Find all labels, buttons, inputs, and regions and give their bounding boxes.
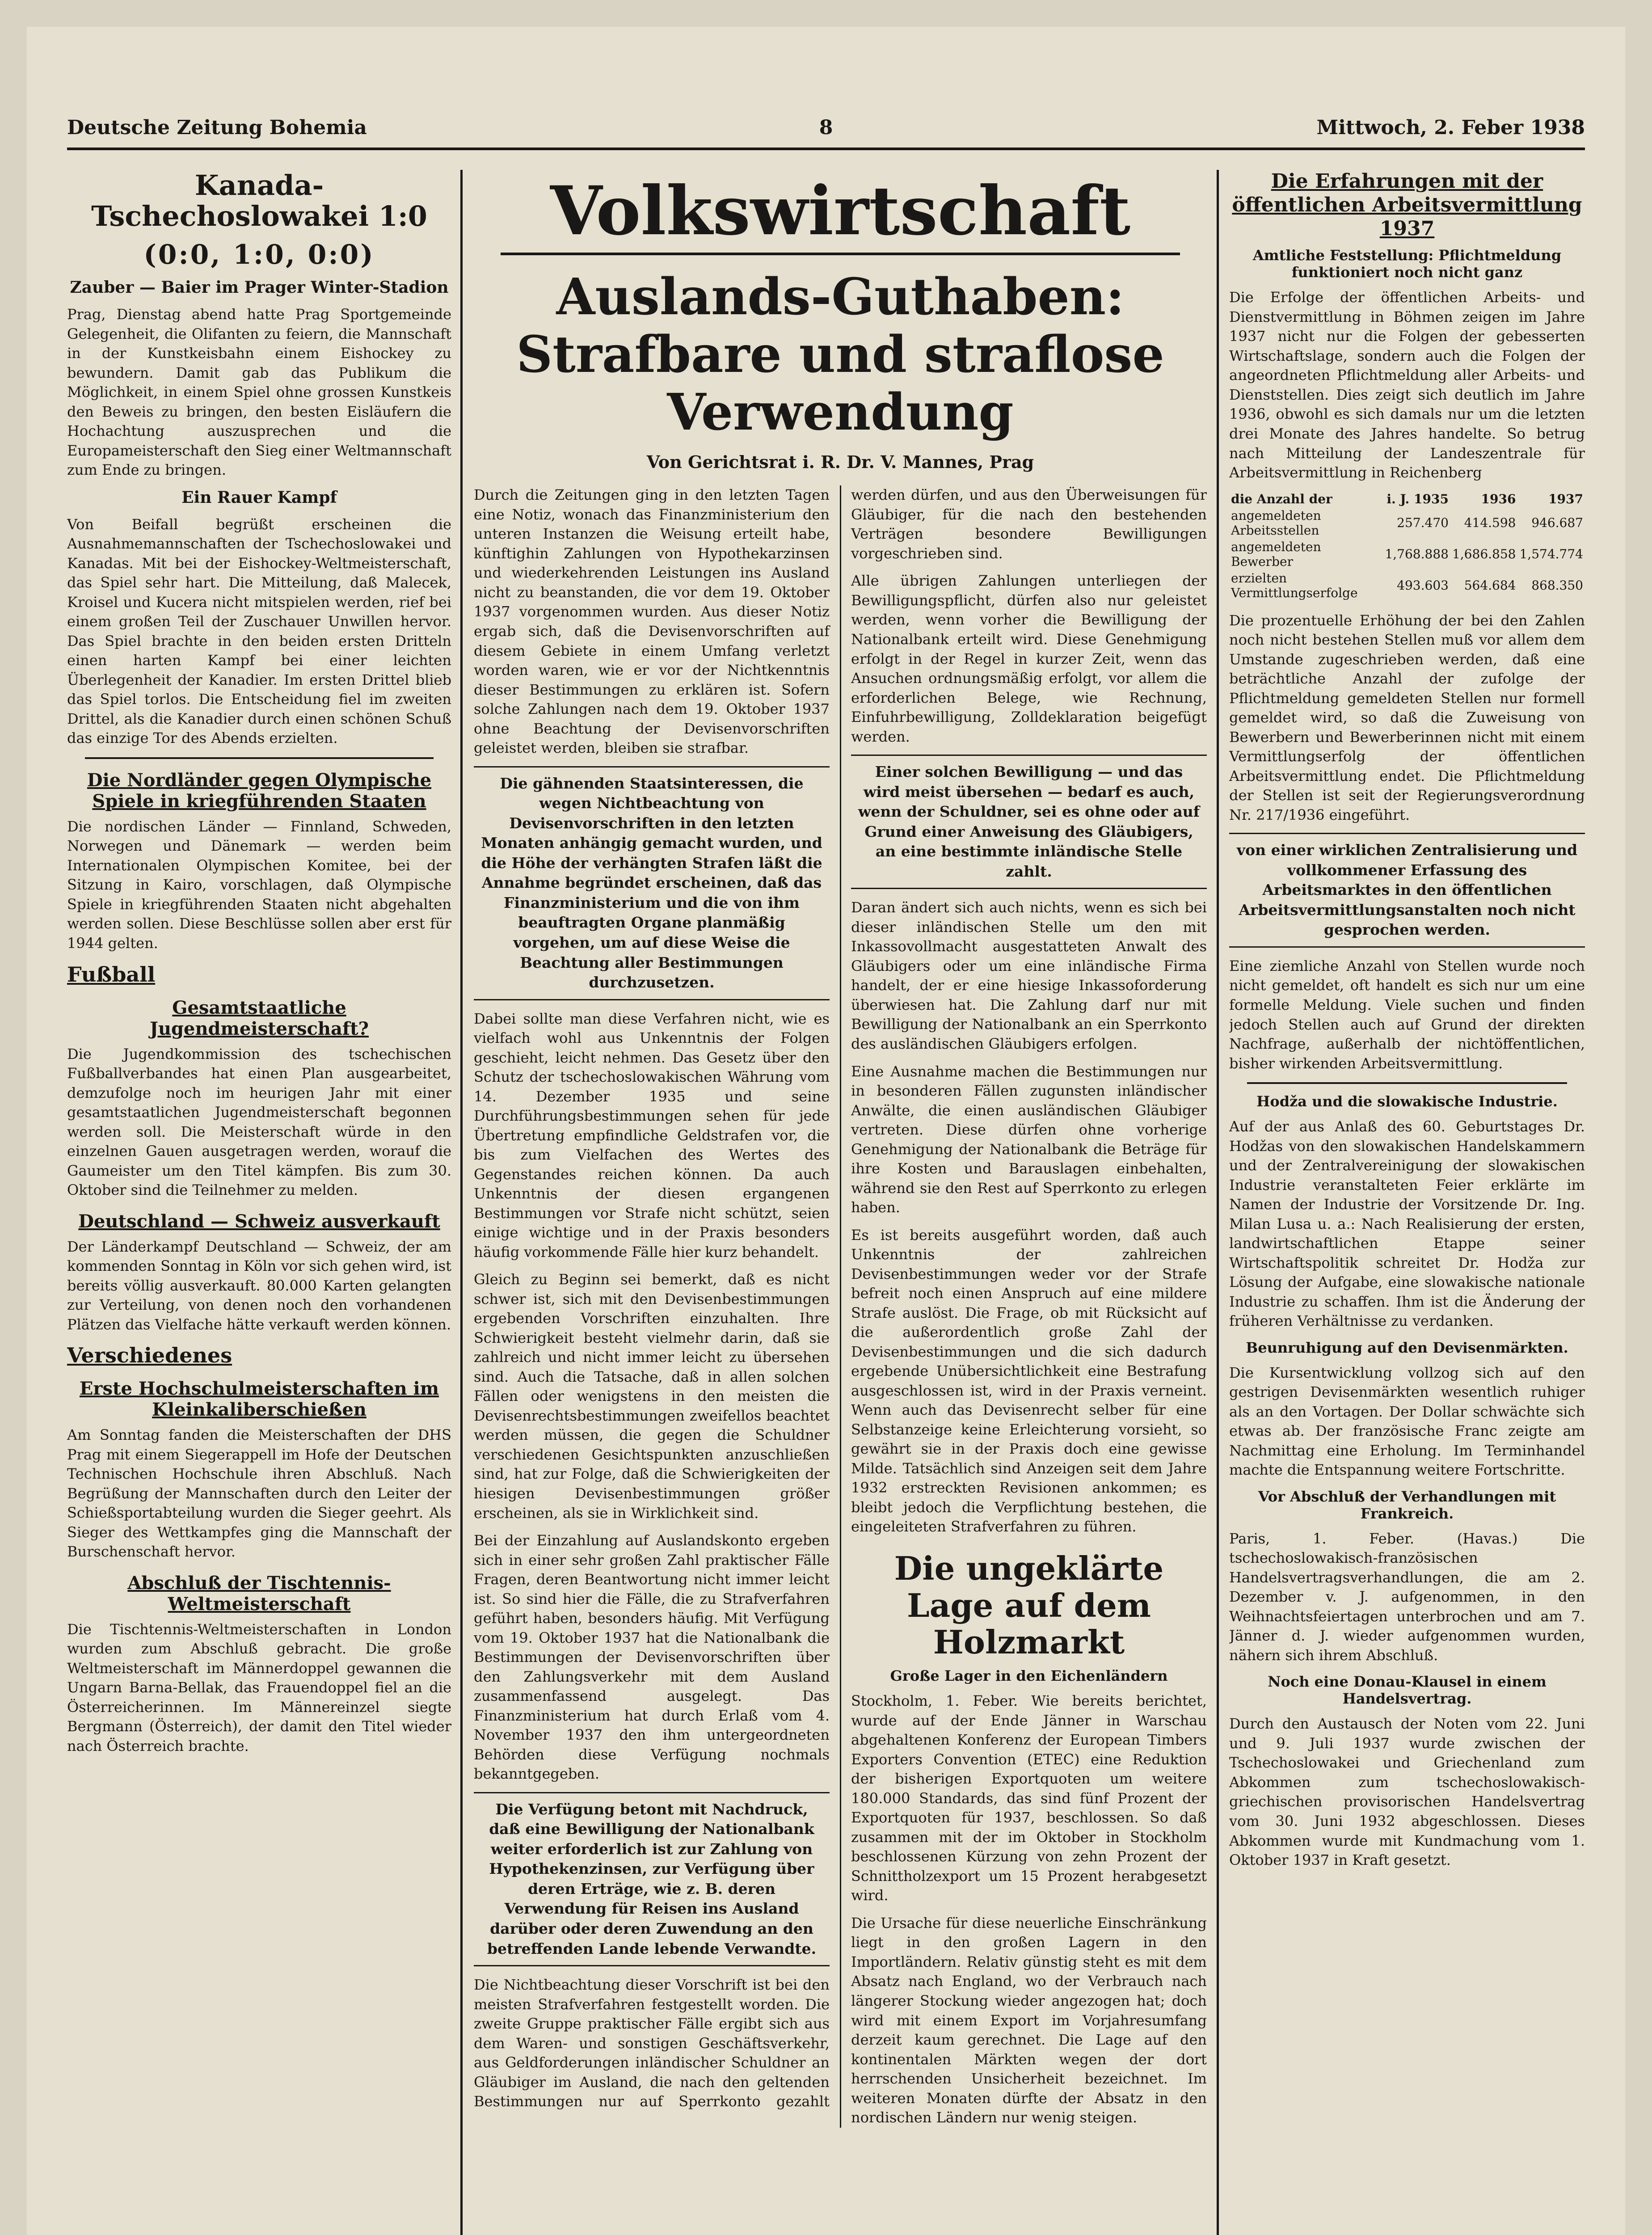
switzerland-body: Der Länderkampf Deutschland — Schweiz, der am kommenden Sonntag in Köln vor sich gehen wird, ist bereits völlig ausverkauft. 80.000 Karten gelangten zur Verteilung, von denen noch den vorhandenen Plätzen das Vielfache hätte verkauft werden können.: [67, 1238, 451, 1333]
table-cell: 564.684: [1464, 578, 1516, 593]
tabletennis-title: Abschluß der Tischtennis-Weltmeisterschaft: [127, 1572, 391, 1615]
main-article-body: [474, 485, 1207, 2127]
devisen-body: Die Kursentwicklung vollzog sich auf den gestrigen Devisenmärkten wesentlich ruhiger als an den Vortagen. Der Dollar schwächte sich etwas ab. Der französische Franc zeigte am Nachmittag eine Erholung. Im Terminhandel machte die Entspannung weitere Fortschritte.: [1229, 1364, 1585, 1479]
highlight-box: Einer solchen Bewilligung — und das wird meist übersehen — bedarf es auch, wenn der Schuldner, sei es ohne oder auf Grund einer Anweisung des Gläubigers, an eine bestimmte inländische Stelle zahlt.: [851, 755, 1207, 889]
table-cell: 1,686.858: [1452, 547, 1516, 562]
labor-stats-table: [1229, 491, 1585, 601]
highlight-box: Die gähnenden Staatsinteressen, die wegen Nichtbeachtung von Devisenvorschriften in den letzten Monaten anhängig gemacht wurden, und die Höhe der verhängten Strafen läßt die Annahme begründet erscheinen, daß das Finanzministerium und die von ihm beauftragten Organe planmäßig vorgehen, um auf diese Weise die Beachtung aller Bestimmungen durchzusetzen.: [474, 766, 830, 1000]
hodza-body: Auf der aus Anlaß des 60. Geburtstages Dr. Hodžas von den slowakischen Handelskammern und der Zentralvereinigung der slowakischen Industrie veranstalteten Feier erklärte im Namen der Industrie der Vorsitzende Dr. Ing. Milan Lusa u. a.: Nach Realisierung der ersten, landwirtschaftlichen Etappe seiner Wirtschaftspolitik schreitet Dr. Hodža zur Lösung der Aufgabe, eine slowakische nationale Industrie zu schaffen. Ihm ist die Änderung der früheren Verhältnisse zu verdanken.: [1229, 1118, 1585, 1330]
article-paragraph: Dabei sollte man diese Verfahren nicht, wie es vielfach wohl aus Unkenntnis der Folgen geschieht, leicht nehmen. Das Gesetz über den Schutz der tschechoslowakischen Währung vom 14. Dezember 1935 und seine Durchführungsbestimmungen sehen für jede Übertretung empfindliche Geldstrafen vor, die bis zum Vielfachen des Wertes des Gegenstandes reichen können. Da auch Unkenntnis der diesen ergangenen Bestimmungen vor Strafe nicht schützt, seien einige wichtige und in der Praxis besonders häufig vorkommende Fälle hier kurz behandelt.: [474, 1010, 830, 1261]
article-paragraph: Eine Ausnahme machen die Bestimmungen nur in besonderen Fällen zugunsten inländischer Anwälte, die einen ausländischen Gläubiger vertreten. Diese dürfen ohne vorherige Genehmigung der Nationalbank die Beträge für ihre Kosten und Barauslagen einbehalten, während sie den Rest auf Sperrkonto zu erlegen haben.: [851, 1063, 1207, 1216]
table-header: die Anzahl der: [1231, 491, 1332, 506]
labor-body-1: Die Erfolge der öffentlichen Arbeits- und Dienstvermittlung in Böhmen zeigen im Jahre 1937 nicht nur die Folgen der gebesserten Wirtschaftslage, sondern auch die Folgen der angeordneten Pflichtmeldung aller Arbeits- und Dienststellen. Dies zeigt sich deutlich im Jahre 1936, obwohl es sich damals nur um die letzten drei Monate des Jahres handelte. So betrug nach Mitteilung der Landeszentrale für Arbeitsvermittlung in Reichenberg: [1229, 289, 1585, 481]
score-line: (0:0, 1:0, 0:0): [143, 239, 375, 270]
danube-title: Noch eine Donau-Klausel in einem Handelsvertrag.: [1268, 1673, 1547, 1708]
article-paragraph: Alle übrigen Zahlungen unterliegen der Bewilligungspflicht, dürfen also nur geleistet werden, wenn vorher die Bewilligung der Nationalbank erteilt wird. Diese Genehmigung erfolgt in der Regel in kurzer Zeit, wenn das Ansuchen ordnungsmäßig erfolgt, vor allem die erforderlichen Belege, wie Rechnung, Einfuhrbewilligung, Zolldeklaration beigefügt werden.: [851, 572, 1207, 745]
table-row: [1229, 570, 1585, 601]
table-cell: 414.598: [1464, 515, 1516, 531]
sport-body-2: Von Beifall begrüßt erscheinen die Ausnahmemannschaften der Tschechoslowakei und Kanadas. Mit bei der Eishockey-Weltmeisterschaft, das Spiel sehr hart. Die Mitteilung, daß Malecek, Kroisel und Kucera nicht mitspielen werden, rief bei einem großen Teil der Zuschauer Unwillen hervor. Das Spiel brachte in den beiden ersten Dritteln einen harten Kampf bei einer leichten Überlegenheit der Kanadier. Im ersten Drittel blieb das Spiel torlos. Die Entscheidung fiel im zweiten Drittel, als die Kanadier durch einen schönen Schuß das einzige Tor des Abends erzielten.: [67, 515, 451, 747]
table-cell: 493.603: [1397, 578, 1449, 593]
labor-subtitle: Amtliche Feststellung: Pflichtmeldung funktioniert noch nicht ganz: [1252, 247, 1562, 281]
devisen-title: Beunruhigung auf den Devisenmärkten.: [1246, 1339, 1568, 1356]
labor-body-3: Eine ziemliche Anzahl von Stellen wurde noch nicht gemeldet, oft handelt es sich nur um eine formelle Meldung. Viele suchen und finden jedoch Stellen auch auf Grund der direkten Nachfrage, außerhalb der nichtöffentlichen, bisher wirkenden Arbeitsvermittlung.: [1229, 957, 1585, 1072]
wood-paragraph: Die Ursache für diese neuerliche Einschränkung liegt in den großen Lagern in den Importländern. Relativ günstig steht es mit dem Absatz nach England, wo der Verbrauch nach längerer Stockung wieder angezogen hat; doch wird mit einem Export im Vorjahresumfang derzeit kaum gerechnet. Die Lage auf den kontinentalen Märkten wegen der dort herrschenden Unsicherheit bezeichnet. Im weiteren Monaten dürfte der Absatz in den nordischen Ländern nur wenig steigen.: [851, 1914, 1207, 2126]
column-rule-left: [460, 170, 463, 2235]
page-number: 8: [819, 116, 833, 139]
olympic-body: Die nordischen Länder — Finnland, Schweden, Norwegen und Dänemark — werden beim Internationalen Olympischen Komitee, bei der Sitzung in Kairo, vorschlagen, daß Olympische Spiele in kriegführenden Staaten nicht abgehalten werden sollen. Diese Beschlüsse sollen aber erst für 1944 gelten.: [67, 818, 451, 952]
table-cell: 257.470: [1397, 515, 1449, 531]
table-row: [1229, 539, 1585, 570]
running-head: [67, 116, 1585, 150]
fussball-subtitle: Gesamtstaatliche Jugendmeisterschaft?: [150, 997, 369, 1039]
sport-body-1: Prag, Dienstag abend hatte Prag Sportgemeinde Gelegenheit, die Olifanten zu feiern, die Mannschaft in der Kunstkeisbahn einem Eishockey zu bewundern. Damit gab das Publikum die Möglichkeit, in einem Spiel ohne grossen Kunstkeis den Beweis zu bringen, den besten Eisläufern die Hochachtung auszusprechen und die Europameisterschaft den Sieg einer Weltmannschaft zum Ende zu bringen.: [67, 306, 451, 479]
france-body: Paris, 1. Feber. (Havas.) Die tschechoslowakisch-französischen Handelsvertragsverhandlungen, die am 2. Dezember v. J. aufgenommen, in den Weihnachtsfeiertagen unterbrochen und am 7. Jänner d. J. wieder aufgenommen wurden, nähern sich ihrem Abschluß.: [1229, 1530, 1585, 1664]
wood-byline: Große Lager in den Eichenländern: [890, 1667, 1168, 1685]
table-row: [1229, 507, 1585, 539]
switzerland-title: Deutschland — Schweiz ausverkauft: [78, 1210, 440, 1232]
article-paragraph: Daran ändert sich auch nichts, wenn es sich bei dieser inländischen Stelle um den mit Inkassovollmacht ausgestatteten Anwalt des Gläubigers oder um eine inländische Firma handelt, der er eine hiesige Inkassoforderung überwiesen hat. Die Zahlung darf nur mit Bewilligung der Nationalbank an ein Sperrkonto des ausländischen Gläubigers erfolgen.: [851, 899, 1207, 1052]
section-masthead: Volkswirtschaft: [550, 172, 1131, 250]
table-header: i. J. 1935: [1386, 491, 1449, 506]
sport-headline: Kanada-Tschechoslowakei 1:0: [91, 170, 427, 233]
olympic-title: Die Nordländer gegen Olympische Spiele in kriegführenden Staaten: [87, 769, 432, 812]
sport-subhead-2: Ein Rauer Kampf: [181, 488, 337, 507]
main-headline: Auslands-Guthaben: Strafbare und straflose Verwendung: [516, 268, 1164, 442]
table-cell: 946.687: [1531, 515, 1583, 531]
table-cell: erzielten Vermittlungserfolge: [1231, 570, 1358, 600]
article-paragraph: Bei der Einzahlung auf Auslandskonto ergeben sich in einer sehr großen Zahl praktischer Fälle Fragen, deren Beantwortung nicht immer leicht ist. So sind hier die Fälle, die zu Strafverfahren geführt haben, besonders häufig. Mit Verfügung vom 19. Oktober 1937 hat die Nationalbank die Bestimmungen der Devisenvorschriften über den Zahlungsverkehr mit dem Ausland zusammenfassend ausgelegt. Das Finanzministerium hat durch Erlaß vom 4. November 1937 den ihm untergeordneten Behörden diese Verfügung nochmals bekanntgegeben.: [474, 1532, 830, 1783]
divider: [1247, 1082, 1567, 1084]
issue-date: Mittwoch, 2. Feber 1938: [1316, 116, 1585, 139]
main-byline: Von Gerichtsrat i. R. Dr. V. Mannes, Prag: [646, 452, 1034, 472]
verschiedenes-subtitle: Erste Hochschulmeisterschaften im Kleinkaliberschießen: [79, 1378, 439, 1421]
table-cell: 1,768.888: [1385, 547, 1449, 562]
article-paragraph: Es ist bereits ausgeführt worden, daß auch Unkenntnis der zahlreichen Devisenbestimmungen weder vor der Strafe befreit noch einen Anspruch auf eine mildere Strafe auslöst. Die Frage, ob mit Rücksicht auf die außerordentlich große Zahl der Devisenbestimmungen und die sich dadurch ergebende Unübersichtlichkeit eine Bestrafung ausgeschlossen ist, wird in der Praxis verneint. Wenn auch das Devisenrecht selber für eine Selbstanzeige keine Erleichterung vorsieht, so gewährt sie in der Praxis doch eine gewisse Milde. Tatsächlich sind Anzeigen seit dem Jahre 1932 erstreckten Revisionen ankommen; es bleibt jedoch die Verpflichtung bestehen, die eingeleiteten Strafverfahren zu führen.: [851, 1226, 1207, 1535]
table-cell: 1,574.774: [1519, 547, 1583, 562]
wood-headline: Die ungeklärte Lage auf dem Holzmarkt: [894, 1549, 1164, 1661]
middle-column: [474, 170, 1207, 2235]
left-column: [67, 170, 451, 2235]
divider: [85, 757, 434, 759]
article-paragraph: Durch die Zeitungen ging in den letzten Tagen eine Notiz, wonach das Finanzministerium den unteren Instanzen die Weisung erteilt habe, künftighin Zahlungen von Hypothekarzinsen und wiederkehrenden Leistungen ins Ausland nicht zu beanstanden, die vor dem 19. Oktober 1937 vorgenommen wurden. Aus dieser Notiz ergab sich, daß die Devisenvorschriften auf diesem Gebiete in einem Umfang verletzt worden waren, wie er vor der Nichtkenntnis dieser Bestimmungen zu erklären ist. Sofern solche Zahlungen nach dem 19. Oktober 1937 ohne Beachtung der Devisenvorschriften geleistet werden, bleiben sie strafbar.: [474, 486, 830, 757]
sport-subhead: Zauber — Baier im Prager Winter-Stadion: [70, 278, 449, 297]
wood-paragraph: Stockholm, 1. Feber. Wie bereits berichtet, wurde auf der Ende Jänner in Warschau abgehaltenen Konferenz der European Timbers Exporters Convention (ETEC) eine Reduktion der bisherigen Exportquoten um weitere 180.000 Standards, das sind fünf Prozent der Exportquoten für 1937, beschlossen. So daß zusammen mit der im Oktober in Stockholm beschlossenen Kürzung von zehn Prozent der Schnittholzexport um 15 Prozent herabgesetzt wird.: [851, 1692, 1207, 1904]
column-rule-right: [1217, 170, 1219, 2235]
section-verschiedenes: Verschiedenes: [67, 1343, 232, 1368]
masthead-rule: [501, 253, 1180, 255]
section-fussball: Fußball: [67, 962, 156, 987]
article-paragraph: Gleich zu Beginn sei bemerkt, daß es nicht schwer ist, sich mit den Devisenbestimmungen ergebenden Vorschriften einzuhalten. Ihre Schwierigkeit besteht vielmehr darin, daß sie zahlreich und nicht immer leicht zu übersehen sind. Auch die Tatsache, daß in allen solchen Fällen oder wenigstens in den meisten die Devisenrechtsbestimmungen zweifellos beachtet werden müssen, die gegen die Schuldner verschiedenen Gesichtspunkten anzuschließen sind, hat zur Folge, daß die Schwierigkeiten der hiesigen Devisenbestimmungen größer erscheinen, als sie in Wirklichkeit sind.: [474, 1271, 830, 1522]
fussball-body: Die Jugendkommission des tschechischen Fußballverbandes hat einen Plan ausgearbeitet, demzufolge noch im heurigen Jahr mit einer gesamtstaatlichen Jugendmeisterschaft begonnen werden soll. Die Meisterschaft würde in den einzelnen Gauen ausgetragen werden, worauf die Gaumeister um den Titel kämpfen. Bis zum 30. Oktober sind die Teilnehmer zu melden.: [67, 1045, 451, 1199]
danube-body: Durch den Austausch der Noten vom 22. Juni und 9. Juli 1937 wurde zwischen der Tschechoslowakei und Griechenland zum Abkommen zum tschechoslowakisch-griechischen provisorischen Handelsvertrag vom 30. Juni 1932 abgeschlossen. Dieses Abkommen wurde mit Kundmachung vom 1. Oktober 1937 in Kraft gesetzt.: [1229, 1715, 1585, 1869]
right-column: [1229, 170, 1585, 2235]
labor-title: Die Erfahrungen mit der öffentlichen Arbeitsvermittlung 1937: [1232, 170, 1582, 240]
verschiedenes-body: Am Sonntag fanden die Meisterschaften der DHS Prag mit einem Siegerappell im Hofe der Deutschen Technischen Hochschule ihren Abschluß. Nach Begrüßung der Mannschaften durch den Leiter der Schießsportabteilung wurden die Sieger geehrt. Als Sieger des Wettkampfes ging die Mannschaft der Burschenschaft hervor.: [67, 1426, 451, 1560]
tabletennis-body: Die Tischtennis-Weltmeisterschaften in London wurden zum Abschluß gebracht. Die große Weltmeisterschaft im Männerdoppel gewannen die Ungarn Barna-Bellak, das Frauendoppel fiel an die Österreicherinnen. Im Männereinzel siegte Bergmann (Österreich), der damit den Titel wieder nach Österreich brachte.: [67, 1620, 451, 1754]
table-header: 1937: [1548, 491, 1583, 506]
newspaper-page: [27, 27, 1625, 2235]
newspaper-name: Deutsche Zeitung Bohemia: [67, 116, 367, 139]
france-title: Vor Abschluß der Verhandlungen mit Frankreich.: [1258, 1488, 1556, 1522]
table-cell: angemeldeten Arbeitsstellen: [1231, 508, 1321, 538]
labor-highlight-box: von einer wirklichen Zentralisierung und vollkommener Erfassung des Arbeitsmarktes in den öffentlichen Arbeitsvermittlungsanstalten noch nicht gesprochen werden.: [1229, 833, 1585, 948]
highlight-box: Die Verfügung betont mit Nachdruck, daß eine Bewilligung der Nationalbank weiter erforderlich ist zur Zahlung von Hypothekenzinsen, zur Verfügung über deren Erträge, wie z. B. deren Verwendung für Reisen ins Ausland darüber oder deren Zuwendung an den betreffenden Lande lebende Verwandte.: [474, 1792, 830, 1966]
table-cell: 868.350: [1531, 578, 1583, 593]
labor-body-2: Die prozentuelle Erhöhung der bei den Zahlen noch nicht bestehen Stellen muß vor allem dem Umstande zugeschrieben werden, daß eine beträchtliche Anzahl der zufolge der Pflichtmeldung gemeldeten Stellen nur formell gemeldet wird, so daß die Zuweisung von Bewerbern und Bewerberinnen nicht mit einem Vermittlungserfolg der öffentlichen Arbeitsvermittlung endet. Die Pflichtmeldung der Stellen ist seit der Regierungsverordnung Nr. 217/1936 eingeführt.: [1229, 611, 1585, 823]
hodza-title: Hodža und die slowakische Industrie.: [1256, 1093, 1558, 1110]
table-cell: angemeldeten Bewerber: [1231, 539, 1321, 569]
table-header: 1936: [1481, 491, 1516, 506]
article-paragraph: Die Nichtbeachtung dieser Vorschrift ist bei den meisten Strafverfahren festgestellt worden. Die zweite Gruppe praktischer Fälle ergibt sich aus dem Waren- und sonstigen Geschäftsverkehr, aus Geldforderungen inländischer Schuldner an Gläubiger im Ausland, die nach den geltenden Bestimmungen nur auf Sperrkonto gezahlt werden dürfen, und aus den Überweisungen für Gläubiger, für die nach den bestehenden Verträgen besondere Bewilligungen vorgeschrieben sind.: [474, 486, 1207, 2110]
